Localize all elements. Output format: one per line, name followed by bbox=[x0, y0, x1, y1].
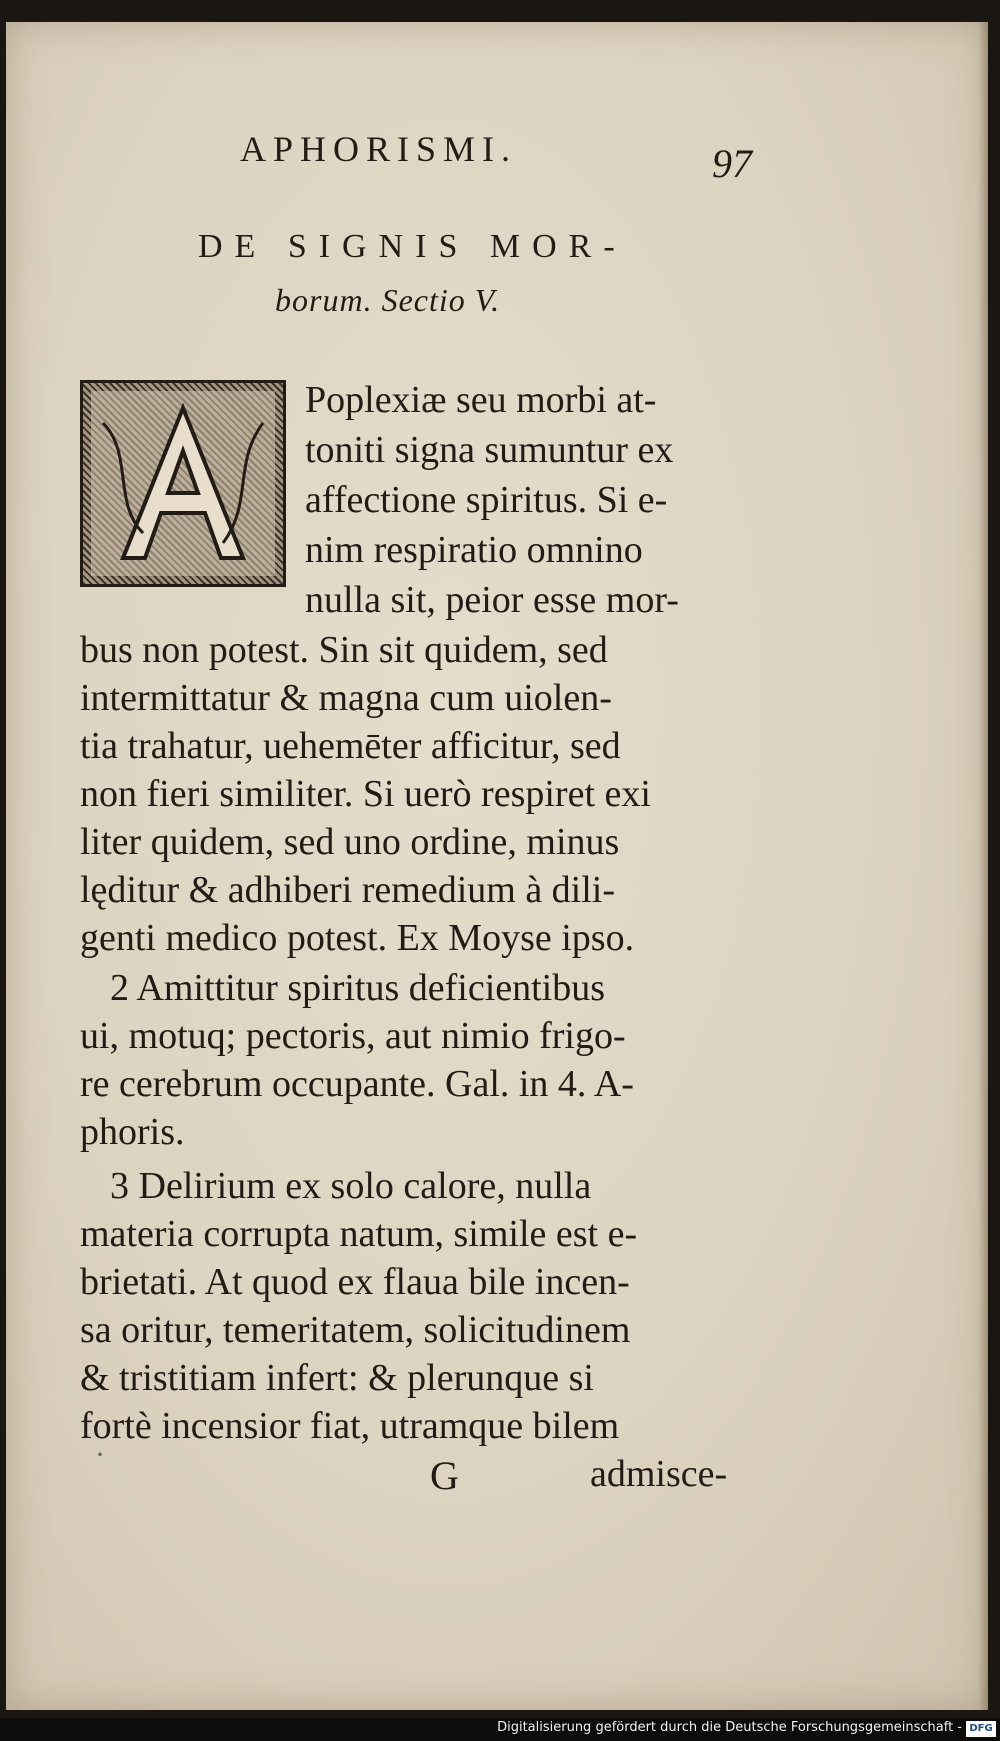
text-line: Poplexiæ seu morbi at- bbox=[305, 379, 657, 421]
dfg-logo: DFG bbox=[966, 1721, 996, 1737]
text-line: fortè incensior fiat, utramque bilem bbox=[80, 1405, 620, 1447]
text-line: re cerebrum occupante. Gal. in 4. A- bbox=[80, 1063, 634, 1105]
text-line: brietati. At quod ex flaua bile incen- bbox=[80, 1261, 630, 1303]
text-line: & tristitiam infert: & plerunque si bbox=[80, 1357, 594, 1399]
book-page bbox=[6, 22, 988, 1710]
text-line: affectione spiritus. Si e- bbox=[305, 479, 668, 521]
text-line: 2 Amittitur spiritus deficientibus bbox=[110, 967, 606, 1009]
text-line: nulla sit, peior esse mor- bbox=[305, 579, 679, 621]
initial-letter-a-icon bbox=[83, 383, 283, 584]
text-line: 3 Delirium ex solo calore, nulla bbox=[110, 1165, 592, 1207]
text-line: intermittatur & magna cum uiolen- bbox=[80, 677, 612, 719]
text-line: phoris. bbox=[80, 1111, 185, 1153]
text-line: ui, motuq; pectoris, aut nimio frigo- bbox=[80, 1015, 626, 1057]
text-line: non fieri similiter. Si uerò respiret exi bbox=[80, 773, 651, 815]
text-line: toniti signa sumuntur ex bbox=[305, 429, 674, 471]
running-head: APHORISMI. bbox=[240, 129, 518, 169]
digitization-footer bbox=[0, 1718, 1000, 1741]
text-line: liter quidem, sed uno ordine, minus bbox=[80, 821, 620, 863]
text-line: materia corrupta natum, simile est e- bbox=[80, 1213, 638, 1255]
page-number: 97 bbox=[712, 141, 752, 186]
page-edge-shadow bbox=[978, 22, 988, 1710]
section-title-line-1: DE SIGNIS MOR- bbox=[198, 228, 627, 265]
catchword: admisce- bbox=[590, 1453, 728, 1495]
paper-speck: · bbox=[95, 1438, 105, 1471]
text-line: genti medico potest. Ex Moyse ipso. bbox=[80, 917, 635, 959]
section-title-line-2: borum. Sectio V. bbox=[275, 282, 501, 318]
text-line: bus non potest. Sin sit quidem, sed bbox=[80, 629, 608, 671]
signature-mark: G bbox=[430, 1453, 459, 1498]
footer-credit: Digitalisierung gefördert durch die Deutsche Forschungsgemeinschaft - bbox=[497, 1720, 962, 1735]
text-line: nim respiratio omnino bbox=[305, 529, 643, 571]
decorated-initial-letter bbox=[80, 380, 286, 587]
text-line: lęditur & adhiberi remedium à dili- bbox=[80, 869, 616, 911]
text-line: sa oritur, temeritatem, solicitudinem bbox=[80, 1309, 631, 1351]
text-line: tia trahatur, uehemēter afficitur, sed bbox=[80, 725, 621, 767]
